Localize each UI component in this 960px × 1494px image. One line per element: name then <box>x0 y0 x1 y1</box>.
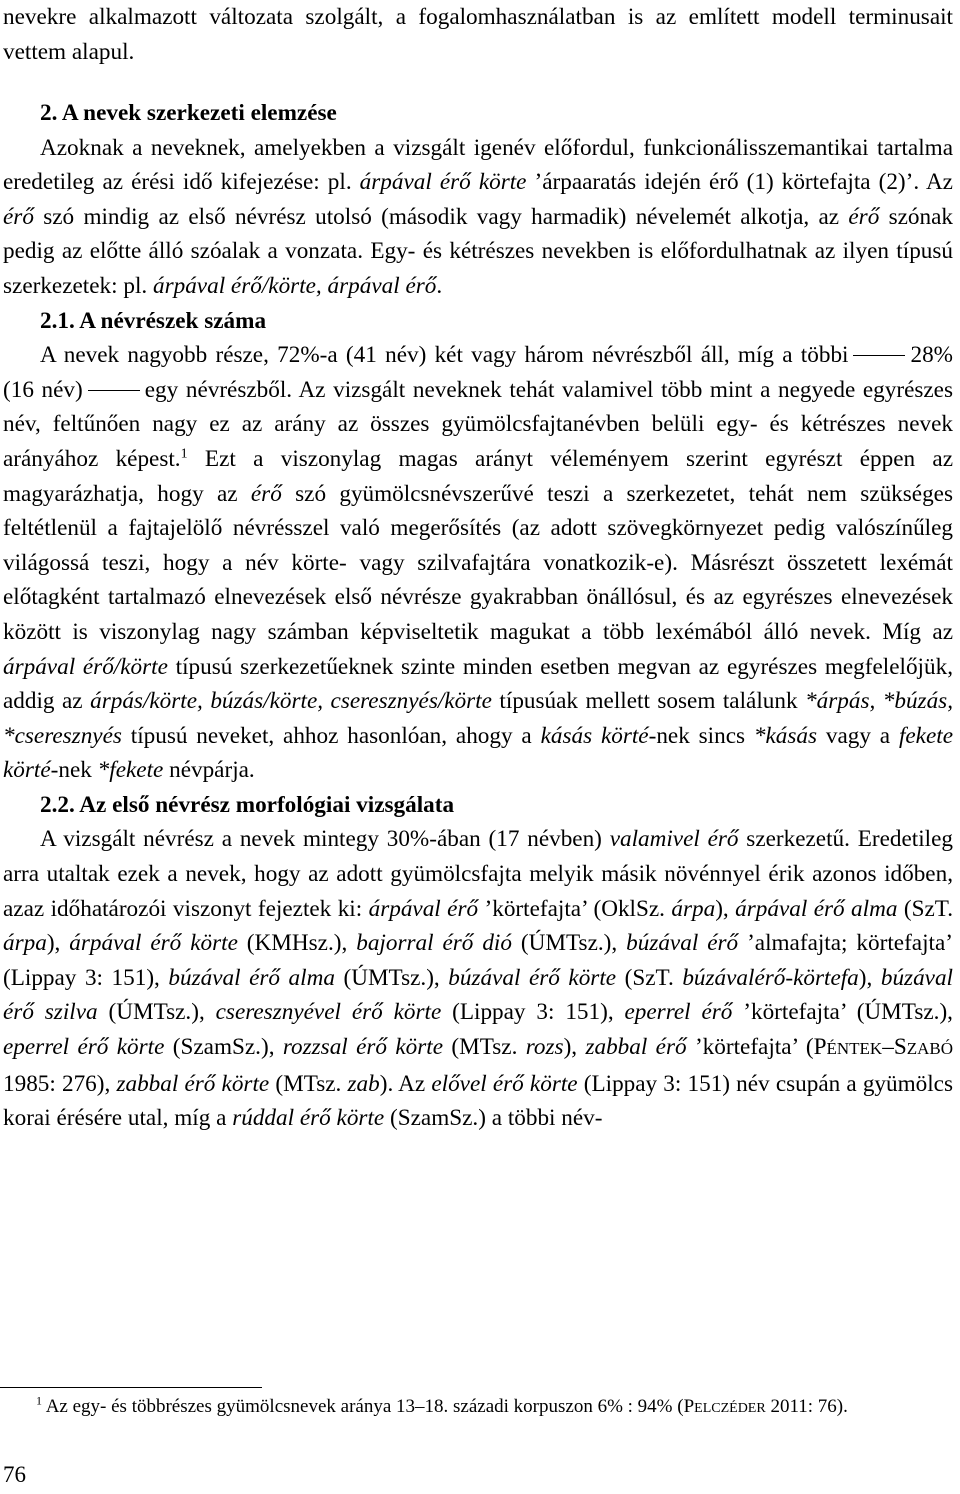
footnote <box>3 1392 953 1423</box>
body-text-top <box>3 0 953 69</box>
paragraph-2: Azoknak a neveknek, amelyekben a vizsgált igenév előfordul, funkcionálisszemantikai tartalma eredetileg az érési idő kifejezése: pl. árpával érő körte ’árpaaratás idején érő (1) körtefajta (2)’. Az érő szó mindig az első névrész utolsó (második vagy harmadik) névelemét alkotja, az érő szónak pedig az előtte álló szóalak a vonzata. Egy- és kétrészes nevekben is előfordulhatnak az ilyen típusú szerkezetek: pl. árpával érő/körte, árpával érő. <box>3 134 954 299</box>
body-text <box>3 96 953 1136</box>
section-heading-2-2: 2.2. Az első névrész morfológiai vizsgálata <box>40 791 455 818</box>
continuation-paragraph: nevekre alkalmazott változata szolgált, a fogalomhasználatban is az említett modell terminusait vettem alapul. <box>3 4 953 65</box>
footnote-ref: 1 <box>180 446 188 462</box>
footnote-1: $^1$ Az egy- és többrészes gyümölcsnevek aránya 13–18. századi korpuszon 6% : 94% (PELCZÉDER 2011: 76). <box>36 1393 848 1417</box>
paragraph-2-2: A vizsgált névrész a nevek mintegy 30%-ában (17 névben) valamivel érő szerkezetű. Eredetileg arra utaltak ezek a nevek, hogy az adott gyümölcsfajta melyik másik növénnyel érik azonos időben, azaz időhatározói viszonyt fejeztek ki: árpával érő ’körtefajta’ (OklSz. árpa), árpával érő alma (SzT. árpa), árpával érő körte (KMHsz.), bajorral érő dió (ÚMTsz.), búzával érő ’almafajta; körtefajta’ (Lippay 3: 151), búzával érő alma (ÚMTsz.), búzával érő körte (SzT. búzávalérő-körtefa), búzával érő szilva (ÚMTsz.), cseresznyével érő körte (Lippay 3: 151), eperrel érő ’körtefajta’ (ÚMTsz.), eperrel érő körte (SzamSz.), rozzsal érő körte (MTsz. rozs), zabbal érő ’körtefajta’ (PÉNTEK–SZABÓ 1985: 276), zabbal érő körte (MTsz. zab). Az elővel érő körte (Lippay 3: 151) név csupán a gyümölcs korai érésére utal, míg a rúddal érő körte (SzamSz.) a többi név- <box>3 826 953 1132</box>
page-number: 76 <box>3 1462 26 1487</box>
footnote-separator <box>0 1387 262 1388</box>
em-dash-rule <box>853 355 905 356</box>
section-heading-2: 2. A nevek szerkezeti elemzése <box>40 100 337 126</box>
footnote-number: 1 <box>36 1393 42 1408</box>
section-heading-2-1: 2.1. A névrészek száma <box>40 307 267 334</box>
em-dash-rule <box>88 390 140 391</box>
paragraph-2-1: A nevek nagyobb része, 72%-a (41 név) két vagy három névrészből áll, míg a többi 28% (16 név) egy névrészből. Az vizsgált neveknek tehát valamivel több mint a negyede egyrészes név, feltűnően nagy ez az arány az összes gyümölcsfajtanévben belüli egy- és kétrészes nevek arányához képest.$^1$ Ezt a viszonylag magas arányt véleményem szerint egyrészt éppen az magyarázhatja, hogy az érő szó gyümölcsnévszerűvé teszi a szerkezetet, tehát nem szükséges feltétlenül a fajtajelölő névrésszel való megerősítés (az adott szövegkörnyezet pedig valószínűleg világossá teszi, hogy a név körte- vagy szilvafajtára vonatkozik-e). Másrészt összetett lexémát előtagként tartalmazó elnevezések első névrésze gyakrabban önállósul, és az egyrészes elnevezések között is viszonylag nagy számban képviseltetik magukat a több lexémából álló nevek. Míg az árpával érő/körte típusú szerkezetűeknek szinte minden esetben megvan az egyrészes megfelelőjük, addig az árpás/körte, búzás/körte, cseresznyés/körte típusúak mellett sosem találunk *árpás, *búzás, *cseresznyés típusú neveket, ahhoz hasonlóan, ahogy a kásás körté-nek sincs *kásás vagy a fekete körté-nek *fekete névpárja. <box>3 342 953 784</box>
